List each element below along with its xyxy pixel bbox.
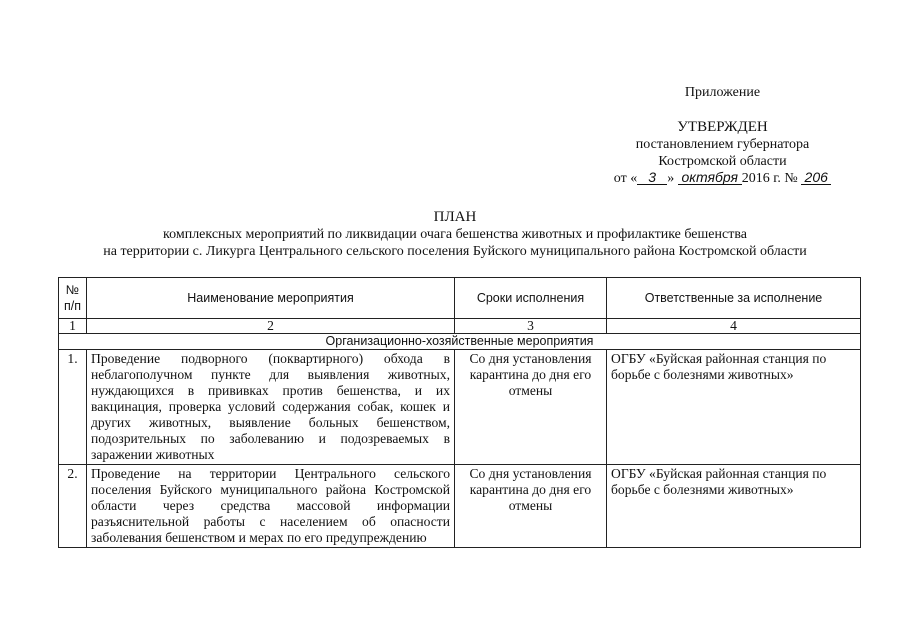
header-responsible: Ответственные за исполнение xyxy=(607,278,861,319)
row-number: 1. xyxy=(59,350,87,465)
row-responsible: ОГБУ «Буйская районная станция по борьбе с болезнями животных» xyxy=(607,350,861,465)
date-prefix: от « xyxy=(613,171,638,186)
date-month: октября xyxy=(678,170,742,185)
row-number: 2. xyxy=(59,465,87,548)
plan-table xyxy=(58,277,861,548)
date-year: 2016 г. № xyxy=(741,171,798,186)
title-line-2: на территории с. Ликурга Центрального сельского поселения Буйского муниципального района Костромской области xyxy=(103,244,807,259)
approval-block xyxy=(590,84,855,187)
title-heading: ПЛАН xyxy=(433,209,477,225)
approval-line-2: Костромской области xyxy=(658,154,787,169)
column-numbers-row xyxy=(59,319,861,334)
row-responsible: ОГБУ «Буйская районная станция по борьбе с болезнями животных» xyxy=(607,465,861,548)
column-number: 2 xyxy=(87,319,455,334)
row-activity: Проведение на территории Центрального сельского поселения Буйского муниципального района Костромской области через средства массовой информации разъяснительной работы с населением об опасности заболевания бешенством и мерах по его предупреждению xyxy=(87,465,455,548)
annex-label: Приложение xyxy=(684,85,761,100)
approved-stamp: УТВЕРЖДЕН xyxy=(677,119,768,135)
row-activity: Проведение подворного (поквартирного) обхода в неблагополучном пункте для выявления животных, нуждающихся в прививках против бешенства, и их вакцинация, проверка условий содержания собак, кошек и других животных, выявление больных бешенством, подозрительных по заболеванию и подозреваемых в заражении животных xyxy=(87,350,455,465)
date-day: 3 xyxy=(637,170,667,185)
table-header-row xyxy=(59,278,861,319)
approval-date-line xyxy=(590,170,855,187)
approval-line-1: постановлением губернатора xyxy=(635,137,810,152)
row-term: Со дня установления карантина до дня его отмены xyxy=(455,350,607,465)
column-number: 3 xyxy=(455,319,607,334)
header-name: Наименование мероприятия xyxy=(87,278,455,319)
header-num: № п/п xyxy=(59,278,87,319)
section-title: Организационно-хозяйственные мероприятия xyxy=(59,334,861,350)
table-row xyxy=(59,350,861,465)
column-number: 1 xyxy=(59,319,87,334)
header-term: Сроки исполнения xyxy=(455,278,607,319)
column-number: 4 xyxy=(607,319,861,334)
document-number: 206 xyxy=(801,170,831,185)
row-term: Со дня установления карантина до дня его отмены xyxy=(455,465,607,548)
table-row xyxy=(59,465,861,548)
date-mid: » xyxy=(667,171,675,186)
title-line-1: комплексных мероприятий по ликвидации очага бешенства животных и профилактике бешенства xyxy=(163,227,747,242)
document-title xyxy=(40,208,870,260)
section-row xyxy=(59,334,861,350)
